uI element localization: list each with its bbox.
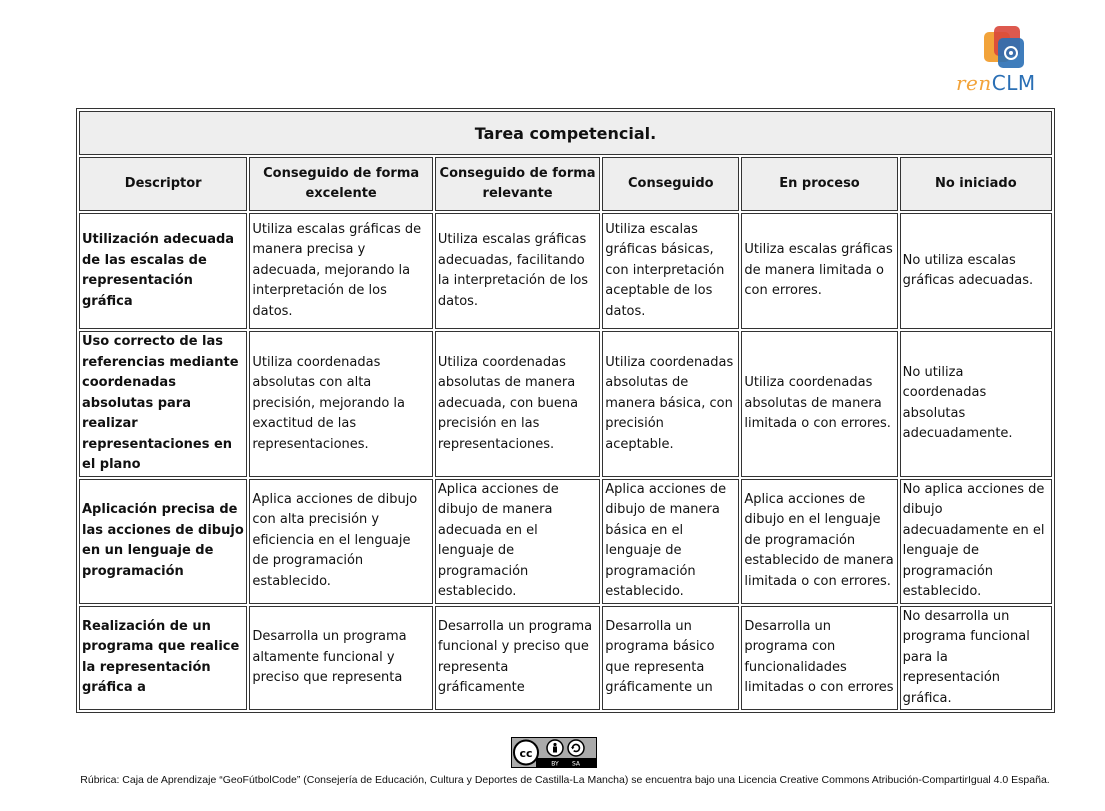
rubric-cell: Utiliza escalas gráficas adecuadas, facilitando la interpretación de los datos. (435, 213, 600, 329)
header-relevante: Conseguido de forma relevante (435, 157, 600, 211)
table-row (79, 606, 1052, 711)
rubric-cell: Aplica acciones de dibujo de manera adecuada en el lenguaje de programación establecido. (435, 479, 600, 604)
header-excelente: Conseguido de forma excelente (249, 157, 433, 211)
renclm-logo-text (956, 72, 1048, 94)
cc-sa-label: SA (571, 760, 581, 767)
logo-text-ren: ren (956, 71, 992, 95)
rubric-header-row (79, 157, 1052, 211)
header-descriptor: Descriptor (79, 157, 247, 211)
rubric-cell: Utiliza coordenadas absolutas de manera adecuada, con buena precisión en las representaciones. (435, 331, 600, 477)
license-footer: Rúbrica: Caja de Aprendizaje “GeoFútbolCode” (Consejería de Educación, Cultura y Deportes de Castilla-La Mancha) se encuentra bajo una Licencia Creative Commons Atribución-CompartirIgual 4.0 España. (80, 774, 1050, 786)
rubric-cell: Utiliza escalas gráficas de manera limitada o con errores. (741, 213, 897, 329)
cc-by-sa-icon[interactable] (511, 737, 597, 768)
header-conseguido: Conseguido (602, 157, 739, 211)
descriptor-cell: Realización de un programa que realice la representación gráfica a (79, 606, 247, 711)
renclm-logo-mark-icon (982, 26, 1026, 72)
rubric-cell: Aplica acciones de dibujo de manera básica en el lenguaje de programación establecido. (602, 479, 739, 604)
svg-text:cc: cc (519, 747, 533, 760)
rubric-cell: No aplica acciones de dibujo adecuadamente en el lenguaje de programación establecido. (900, 479, 1052, 604)
rubric-cell: Utiliza coordenadas absolutas de manera limitada o con errores. (741, 331, 897, 477)
renclm-logo (956, 26, 1048, 96)
header-no-iniciado: No iniciado (900, 157, 1052, 211)
descriptor-cell: Uso correcto de las referencias mediante coordenadas absolutas para realizar representaciones en el plano (79, 331, 247, 477)
rubric-cell: Desarrolla un programa con funcionalidades limitadas o con errores (741, 606, 897, 711)
rubric-cell: No utiliza coordenadas absolutas adecuadamente. (900, 331, 1052, 477)
descriptor-cell: Utilización adecuada de las escalas de representación gráfica (79, 213, 247, 329)
table-row (79, 331, 1052, 477)
rubric-cell: Aplica acciones de dibujo en el lenguaje de programación establecido de manera limitada o con errores. (741, 479, 897, 604)
rubric-cell: Desarrolla un programa altamente funcional y preciso que representa (249, 606, 433, 711)
rubric-cell: Desarrolla un programa funcional y preciso que representa gráficamente (435, 606, 600, 711)
rubric-cell: Aplica acciones de dibujo con alta precisión y eficiencia en el lenguaje de programación establecido. (249, 479, 433, 604)
descriptor-cell: Aplicación precisa de las acciones de dibujo en un lenguaje de programación (79, 479, 247, 604)
table-row (79, 479, 1052, 604)
rubric-cell: Utiliza escalas gráficas básicas, con interpretación aceptable de los datos. (602, 213, 739, 329)
rubric-title: Tarea competencial. (79, 111, 1052, 155)
rubric-table (76, 108, 1055, 713)
rubric-cell: Utiliza coordenadas absolutas de manera básica, con precisión aceptable. (602, 331, 739, 477)
cc-by-sa-badge-graphic (512, 738, 596, 767)
table-row (79, 213, 1052, 329)
rubric-cell: Utiliza coordenadas absolutas con alta precisión, mejorando la exactitud de las representaciones. (249, 331, 433, 477)
rubric-cell: Desarrolla un programa básico que representa gráficamente un (602, 606, 739, 711)
rubric-cell: No utiliza escalas gráficas adecuadas. (900, 213, 1052, 329)
logo-text-clm: CLM (991, 71, 1036, 95)
rubric-cell: Utiliza escalas gráficas de manera precisa y adecuada, mejorando la interpretación de los datos. (249, 213, 433, 329)
rubric-cell: No desarrolla un programa funcional para la representación gráfica. (900, 606, 1052, 711)
cc-by-label: BY (551, 760, 559, 767)
header-en-proceso: En proceso (741, 157, 897, 211)
